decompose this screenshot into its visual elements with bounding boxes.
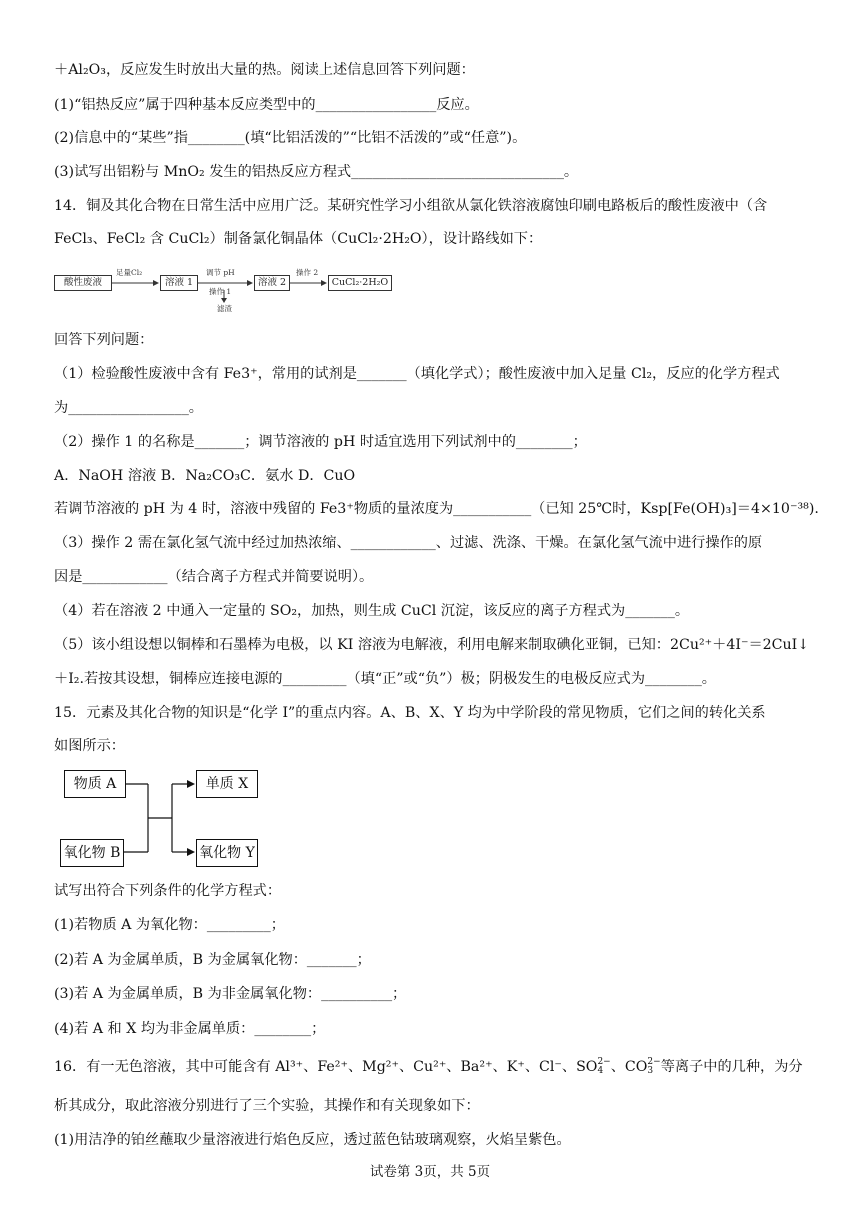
q13-part3: (3)试写出铝粉与 MnO₂ 发生的铝热反应方程式______________________________。 — [54, 164, 579, 180]
q14-part1-line1: （1）检验酸性废液中含有 Fe3⁺，常用的试剂是_______（填化学式）；酸性废液中加入足量 Cl₂，反应的化学方程式 — [54, 366, 780, 382]
q16-part1: (1)用洁净的铂丝蘸取少量溶液进行焰色反应，透过蓝色钴玻璃观察，火焰呈紫色。 — [54, 1132, 571, 1148]
q15-intro-line2: 如图所示： — [54, 738, 125, 754]
carbonate-subscript: 3 — [647, 1066, 654, 1076]
q15-part1: (1)若物质 A 为氧化物：_________； — [54, 917, 285, 933]
diagram-box-b: 氧化物 B — [60, 839, 124, 867]
q15-part4: (4)若 A 和 X 均为非金属单质：________； — [54, 1021, 326, 1037]
q16-carbonate-prefix: 、CO — [610, 1059, 648, 1075]
q15-diagram — [60, 764, 260, 876]
q14-part4: （4）若在溶液 2 中通入一定量的 SO₂，加热，则生成 CuCl 沉淀，该反应的离子方程式为_______。 — [54, 603, 690, 619]
diagram-box-y: 氧化物 Y — [196, 839, 258, 867]
sulfate-charge-stack — [597, 1058, 610, 1076]
page-footer: 试卷第 3页，共 5页 — [369, 1164, 491, 1180]
q14-answer-prompt: 回答下列问题： — [54, 332, 154, 348]
q14-part3-line1: （3）操作 2 需在氯化氢气流中经过加热浓缩、____________、过滤、洗涤、干燥。在氯化氢气流中进行操作的原 — [54, 535, 763, 551]
q14-part1-line2: 为_________________。 — [54, 400, 203, 416]
q14-part5-line2: ＋I₂.若按其设想，铜棒应连接电源的_________（填“正”或“负”）极；阴极发生的电极反应式为________。 — [54, 671, 716, 687]
q16-intro-tail: 等离子中的几种，为分 — [660, 1059, 803, 1075]
flow-box-acid-waste: 酸性废液 — [54, 275, 112, 291]
q16-intro-line2: 析其成分，取此溶液分别进行了三个实验，其操作和有关现象如下： — [54, 1098, 480, 1114]
q15-prompt: 试写出符合下列条件的化学方程式： — [54, 883, 282, 899]
q14-part3-line2: 因是____________（结合离子方程式并简要说明）。 — [54, 569, 374, 585]
q15-intro-line1: 15．元素及其化合物的知识是“化学 I”的重点内容。A、B、X、Y 均为中学阶段的常见物质，它们之间的转化关系 — [54, 705, 766, 721]
flow-box-solution2: 溶液 2 — [254, 275, 290, 291]
flow-label-cl2: 足量Cl₂ — [116, 268, 143, 277]
flow-box-product: CuCl₂·2H₂O — [328, 275, 392, 291]
q16-intro-line1 — [54, 1057, 803, 1077]
q13-line0: ＋Al₂O₃，反应发生时放出大量的热。阅读上述信息回答下列问题： — [54, 62, 475, 78]
q14-part2-line2: 若调节溶液的 pH 为 4 时，溶液中残留的 Fe3⁺物质的量浓度为___________（已知 25℃时，Ksp[Fe(OH)₃]＝4×10⁻³⁸). — [54, 501, 819, 517]
carbonate-superscript: 2− — [647, 1057, 661, 1067]
q14-options: A．NaOH 溶液 B．Na₂CO₃C．氨水 D．CuO — [54, 468, 356, 484]
q14-intro-line1: 14．铜及其化合物在日常生活中应用广泛。某研究性学习小组欲从氯化铁溶液腐蚀印刷电路板后的酸性废液中（含 — [54, 198, 768, 214]
q15-part3: (3)若 A 为金属单质，B 为非金属氧化物：__________； — [54, 986, 407, 1002]
sulfate-subscript: 4 — [597, 1066, 604, 1076]
flow-label-operation2: 操作 2 — [296, 268, 319, 277]
q15-part2: (2)若 A 为金属单质，B 为金属氧化物：_______； — [54, 952, 371, 968]
q14-flowchart — [54, 266, 394, 314]
q14-part2-line1: （2）操作 1 的名称是_______；调节溶液的 pH 时适宜选用下列试剂中的________； — [54, 434, 587, 450]
q13-part2: (2)信息中的“某些”指________(填“比铝活泼的”“比铝不活泼的”或“任意”)。 — [54, 130, 527, 146]
carbonate-charge-stack — [647, 1058, 660, 1076]
flow-box-solution1: 溶液 1 — [160, 275, 198, 291]
flow-label-adjust-ph: 调节 pH — [206, 268, 235, 277]
q14-intro-line2: FeCl₃、FeCl₂ 含 CuCl₂）制备氯化铜晶体（CuCl₂·2H₂O），设计路线如下： — [54, 231, 543, 247]
diagram-box-x: 单质 X — [196, 770, 258, 798]
diagram-box-a: 物质 A — [64, 770, 126, 798]
q16-ion-list: 16．有一无色溶液，其中可能含有 Al³⁺、Fe²⁺、Mg²⁺、Cu²⁺、Ba²⁺、K⁺、Cl⁻、SO — [54, 1059, 598, 1075]
flow-label-residue: 滤渣 — [217, 304, 232, 313]
q13-part1: (1)“铝热反应”属于四种基本反应类型中的_________________反应。 — [54, 97, 479, 113]
q14-part5-line1: （5）该小组设想以铜棒和石墨棒为电极，以 KI 溶液为电解液，利用电解来制取碘化亚铜，已知：2Cu²⁺＋4I⁻＝2CuI↓ — [54, 637, 810, 653]
sulfate-superscript: 2− — [597, 1057, 611, 1067]
flow-label-operation1: 操作 1 — [209, 287, 232, 296]
